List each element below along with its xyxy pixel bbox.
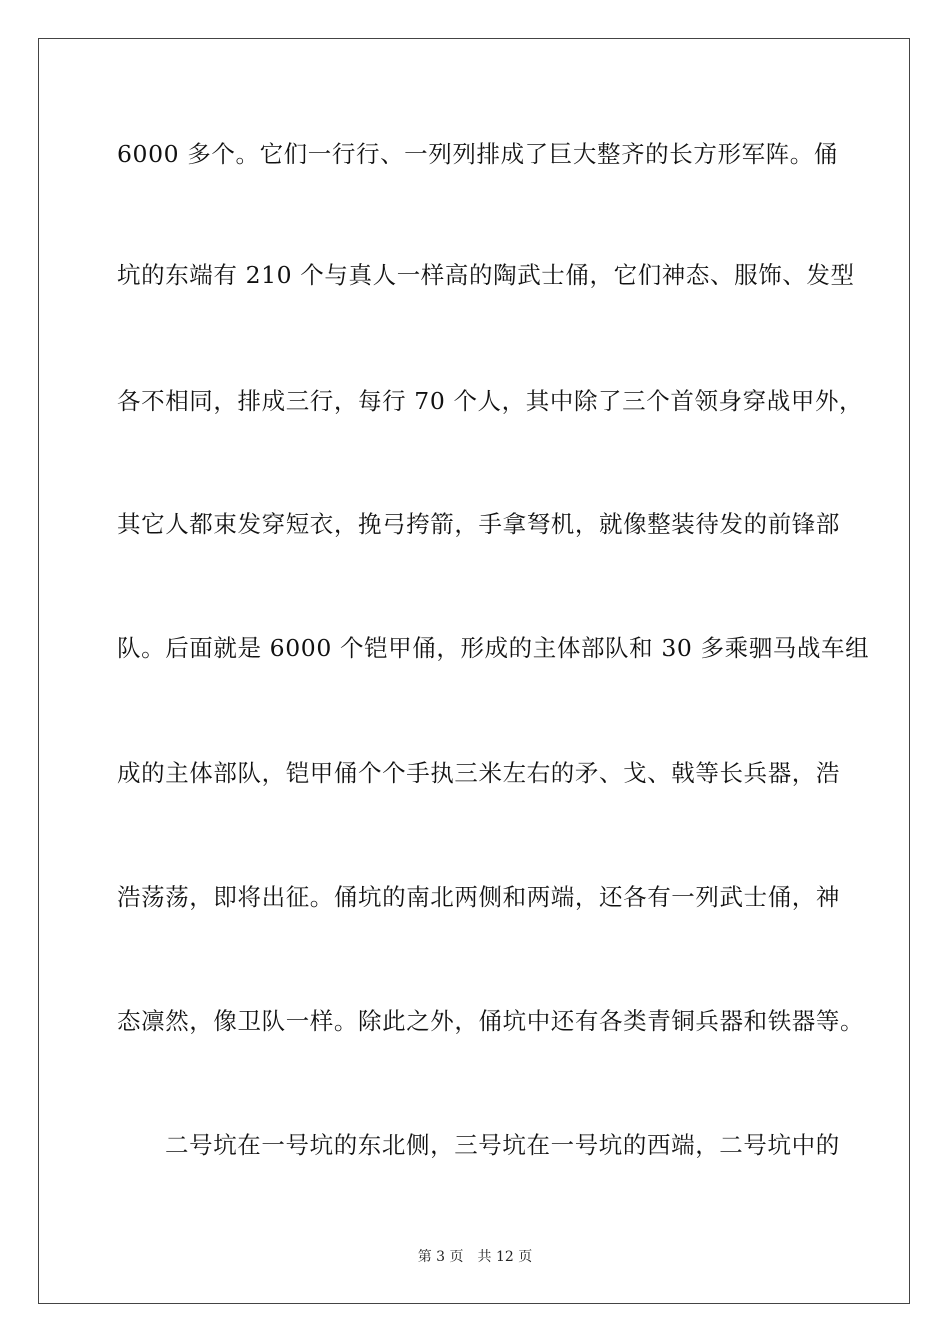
body-text-line-3: 各不相同，排成三行，每行 70 个人，其中除了三个首领身穿战甲外， — [117, 387, 864, 415]
page-footer — [0, 1248, 950, 1266]
body-text-line-8: 态凛然，像卫队一样。除此之外，俑坑中还有各类青铜兵器和铁器等。 — [117, 1007, 865, 1035]
body-text-line-4: 其它人都束发穿短衣，挽弓挎箭，手拿弩机，就像整装待发的前锋部 — [117, 510, 840, 538]
body-text-line-5: 队。后面就是 6000 个铠甲俑，形成的主体部队和 30 多乘驷马战车组 — [117, 634, 870, 662]
body-text-line-6: 成的主体部队，铠甲俑个个手执三米左右的矛、戈、戟等长兵器，浩 — [117, 759, 840, 787]
body-text-line-2: 坑的东端有 210 个与真人一样高的陶武士俑，它们神态、服饰、发型 — [117, 261, 855, 289]
body-text-line-9: 二号坑在一号坑的东北侧，三号坑在一号坑的西端，二号坑中的 — [165, 1131, 840, 1159]
body-text-line-7: 浩荡荡，即将出征。俑坑的南北两侧和两端，还各有一列武士俑，神 — [117, 883, 840, 911]
page-border — [38, 38, 910, 1304]
body-text-line-1: 6000 多个。它们一行行、一列列排成了巨大整齐的长方形军阵。俑 — [117, 140, 838, 168]
total-pages: 共 12 页 — [477, 1249, 533, 1265]
page-number: 第 3 页 — [417, 1249, 464, 1265]
